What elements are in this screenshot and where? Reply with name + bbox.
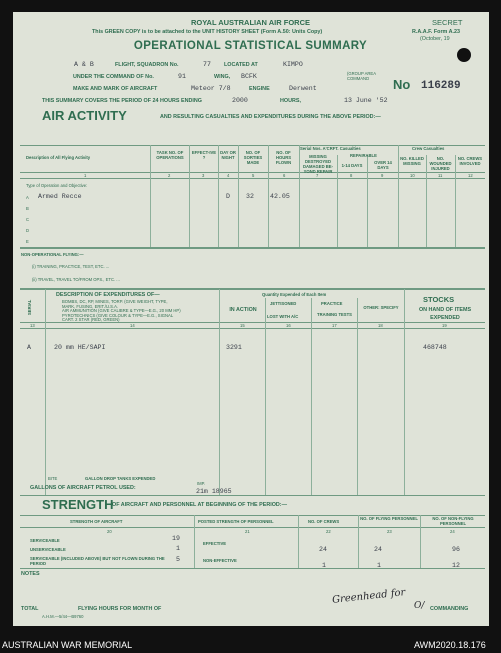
column-number: 13 — [30, 323, 35, 328]
make-value: Meteor 7/8 — [191, 85, 231, 92]
notes-label: NOTES — [21, 571, 40, 577]
expenditure-description-line: MARK, FUSING, ERIT./U.S.A. — [62, 303, 119, 309]
col-posted-strength: POSTED STRENGTH OF PERSONNEL — [198, 519, 274, 524]
squadron-value: 77 — [203, 61, 211, 68]
strength-heading: STRENGTH — [42, 497, 114, 512]
wing-value: BCFK — [241, 73, 257, 80]
row-letter: E — [26, 239, 29, 244]
col-exp-description: DESCRIPTION OF EXPENDITURES OF— — [56, 292, 160, 298]
column-number: 18 — [378, 323, 383, 328]
of-mark: O/ — [414, 601, 425, 611]
column-number: 9 — [381, 173, 384, 178]
form-ref: R.A.A.F. Form A.23 — [412, 29, 461, 35]
column-number: 3 — [202, 173, 205, 178]
flight-label: FLIGHT, SQUADRON No. — [115, 62, 179, 68]
stocks-label: STOCKS — [423, 295, 455, 304]
hours-label: HOURS, — [280, 98, 301, 104]
rule — [420, 515, 421, 568]
col-killed: NO. KILLED MISSING — [400, 156, 424, 166]
exp-entry-serial: A — [27, 344, 31, 351]
column-number: 10 — [410, 173, 415, 178]
exp-entry-in-action: 3291 — [226, 344, 242, 351]
group-label: (GROUP AREA COMMAND — [347, 71, 376, 81]
rule — [298, 515, 299, 568]
rule — [357, 298, 358, 495]
column-number: 12 — [468, 173, 473, 178]
rule — [337, 155, 338, 247]
engine-label: ENGINE — [249, 86, 270, 92]
air-activity-heading: AIR ACTIVITY — [42, 108, 127, 123]
rule — [20, 527, 485, 528]
column-number: 19 — [442, 323, 447, 328]
column-number: 2 — [168, 173, 171, 178]
rule — [20, 495, 485, 496]
col-description: Description of All Flying Activity — [26, 155, 91, 160]
col-training: TRAINING TESTS — [317, 312, 352, 317]
rule — [358, 515, 359, 568]
quantity-group: Quantity Expended of Each Item — [262, 292, 327, 297]
column-number: 23 — [387, 529, 392, 534]
drop-tanks-label: GALLON DROP TANKS EXPENDED — [85, 476, 156, 481]
col-flying-personnel: NO. OF FLYING PERSONNEL — [360, 516, 418, 521]
rule — [45, 289, 46, 495]
column-number: 15 — [240, 323, 245, 328]
unserviceable-label: UNSERVICEABLE — [30, 547, 66, 552]
repairable-group: REPAIRABLE — [350, 153, 377, 158]
column-number: 21 — [245, 529, 250, 534]
type-label: Type of Operation and Objective: — [26, 183, 88, 188]
petrol-value: 21m 18965 — [196, 488, 232, 495]
expenditure-description-line: BOMBS, DC, RP, MINES, TORP. (GIVE WEIGHT, TYPE, — [62, 299, 168, 304]
located-value: KIMPO — [283, 61, 303, 68]
rule — [404, 289, 405, 495]
column-number: 8 — [350, 173, 353, 178]
exp-entry-description: 20 mm HE/SAPI — [54, 344, 106, 351]
column-number: 20 — [107, 529, 112, 534]
not-flown-label: SERVICEABLE (INCLUDED ABOVE) BUT NOT FLOWN DURING THE PERIOD — [30, 556, 165, 566]
period-label: THIS SUMMARY COVERS THE PERIOD OF 24 HOURS ENDING — [42, 98, 202, 104]
flight-value: A & B — [74, 61, 94, 68]
entry-sorties: 32 — [246, 193, 254, 200]
air-activity-subheading: AND RESULTING CASUALTIES AND EXPENDITURES DURING THE ABOVE PERIOD:— — [160, 114, 381, 120]
period-time: 2000 — [232, 97, 248, 104]
rule — [455, 155, 456, 247]
column-number: 17 — [332, 323, 337, 328]
col-non-flying-personnel: NO. OF NON-FLYING PERSONNEL — [432, 516, 474, 526]
command-value: 91 — [178, 73, 186, 80]
row-letter: A — [26, 195, 29, 200]
col-serial: SERIAL — [27, 299, 32, 315]
rule — [150, 145, 151, 247]
exp-entry-stock: 468748 — [423, 344, 447, 351]
col-aircraft-strength: STRENGTH OF AIRCRAFT — [70, 519, 123, 524]
entry-hours: 42.05 — [270, 193, 290, 200]
serviceable-value: 19 — [172, 535, 180, 542]
casualties-group: Serial Nos. A'CRFT. Casualties — [300, 146, 361, 151]
flying-hours-month-label: FLYING HOURS FOR MONTH OF — [78, 606, 162, 612]
non-effective-label: NON-EFFECTIVE — [203, 558, 237, 563]
column-number: 7 — [316, 173, 319, 178]
col-hours: NO. OF HOURS FLOWN — [275, 150, 292, 165]
serviceable-label: SERVICEABLE — [30, 538, 60, 543]
entry-day-night: D — [226, 193, 230, 200]
rule — [20, 328, 485, 329]
col-lost: LOST WITH A/C — [267, 314, 299, 319]
col-effective: EFFECT-IVE ? — [191, 150, 217, 160]
rule — [189, 145, 190, 247]
column-number: 11 — [438, 173, 443, 178]
rule — [194, 515, 195, 568]
bite-label: BITE — [48, 476, 58, 481]
printer-code: A.H.M.—5/44—B9760 — [42, 614, 84, 619]
row-letter: B — [26, 206, 29, 211]
make-label: MAKE AND MARK OF AIRCRAFT — [73, 86, 158, 92]
effective-label: EFFECTIVE — [203, 541, 227, 546]
non-effective-non-flying: 12 — [452, 562, 460, 569]
column-number: 5 — [252, 173, 255, 178]
row-letter: D — [26, 228, 30, 233]
column-number: 24 — [450, 529, 455, 534]
not-flown-value: 5 — [176, 556, 180, 563]
training-label: (i) TRAINING, PRACTICE, TEST, ETC. ... — [32, 264, 110, 269]
non-op-label: NON-OPERATIONAL FLYING:— — [21, 252, 84, 257]
non-effective-flying: 1 — [377, 562, 381, 569]
expenditure-description-line: AIR AMMUNITION (GIVE CALIBRE & TYPE—E.G., 20 MM HP) — [62, 308, 181, 314]
stocks-sub: ON HAND OF ITEMS EXPENDED — [418, 307, 472, 321]
archive-reference: AWM2020.18.176 — [414, 640, 486, 650]
crew-group: Crew Casualties — [412, 146, 445, 151]
located-label: LOCATED AT — [224, 62, 258, 68]
effective-non-flying: 96 — [452, 546, 460, 553]
strength-subheading: OF AIRCRAFT AND PERSONNEL AT BEGINNING OF THE PERIOD:— — [112, 502, 287, 508]
jettisoned-group: JETTISONED — [270, 301, 297, 306]
col-day-night: DAY OR NIGHT — [220, 150, 236, 160]
col-no-crews: NO. OF CREWS — [308, 519, 340, 524]
practice-group: PRACTICE — [321, 301, 343, 306]
travel-label: (ii) TRAVEL, TRAVEL TO/FROM OPS., ETC. ... — [32, 277, 120, 282]
rule — [20, 568, 485, 569]
petrol-imp: IMP. — [197, 481, 206, 486]
col-task: TASK NO. OF OPERATIONS — [156, 150, 184, 160]
col-sorties: NO. OF SORTIES MADE — [243, 150, 263, 165]
commander-signature: Greenhead for — [331, 587, 406, 606]
rule — [219, 289, 220, 495]
petrol-label: GALLONS OF AIRCRAFT PETROL USED: — [30, 485, 136, 491]
entry-description: Armed Recce — [38, 193, 82, 200]
rule — [218, 145, 219, 247]
rule — [367, 155, 368, 247]
wing-label: WING, — [214, 74, 231, 80]
effective-crews: 24 — [319, 546, 327, 553]
form-date: (October, 19 — [420, 36, 450, 42]
col-missing: MISSING DESTROYED DAMAGED BE-YOND REPAIR — [302, 154, 333, 174]
serial-number: 116289 — [421, 80, 461, 92]
col-repair-short: 1-14 DAYS — [341, 163, 363, 168]
archive-name: AUSTRALIAN WAR MEMORIAL — [2, 640, 133, 650]
col-in-action: IN ACTION — [229, 307, 257, 313]
commanding-label: COMMANDING — [430, 606, 469, 612]
green-copy-note: This GREEN COPY is to be attached to the UNIT HISTORY SHEET (Form A.50: Units Copy) — [92, 29, 323, 35]
form-title: OPERATIONAL STATISTICAL SUMMARY — [133, 40, 368, 52]
unserviceable-value: 1 — [176, 545, 180, 552]
column-number: 1 — [84, 173, 87, 178]
rule — [20, 247, 485, 249]
rule — [20, 178, 485, 179]
column-number: 6 — [283, 173, 286, 178]
total-label: TOTAL — [21, 606, 39, 612]
column-number: 4 — [227, 173, 230, 178]
rule — [265, 298, 266, 495]
period-date: 13 June '52 — [344, 97, 388, 104]
command-label: UNDER THE COMMAND OF No. — [73, 74, 154, 80]
serial-prefix: No — [393, 77, 411, 92]
column-number: 16 — [286, 323, 291, 328]
column-number: 22 — [326, 529, 331, 534]
expenditure-description-line: PYROTECHNICS (GIVE COLOUR & TYPE—E.G., SIGNAL — [62, 312, 174, 318]
col-other: OTHER: SPECIFY — [363, 305, 399, 310]
col-crews: NO. CREWS INVOLVED — [457, 156, 483, 166]
row-letter: C — [26, 217, 30, 222]
rule — [20, 288, 485, 290]
col-wounded: NO. WOUNDED INJURED — [429, 156, 452, 171]
secret-label: SECRET — [432, 18, 463, 27]
rule — [311, 298, 312, 495]
expenditure-description-line: CART. 2 STAR (RED, GREEN) — [62, 317, 120, 323]
col-repair-long: OVER 14 DAYS — [374, 160, 392, 170]
effective-flying: 24 — [374, 546, 382, 553]
non-effective-crews: 1 — [322, 562, 326, 569]
column-number: 14 — [130, 323, 135, 328]
org-title: ROYAL AUSTRALIAN AIR FORCE — [190, 18, 311, 27]
engine-value: Derwent — [289, 85, 317, 92]
